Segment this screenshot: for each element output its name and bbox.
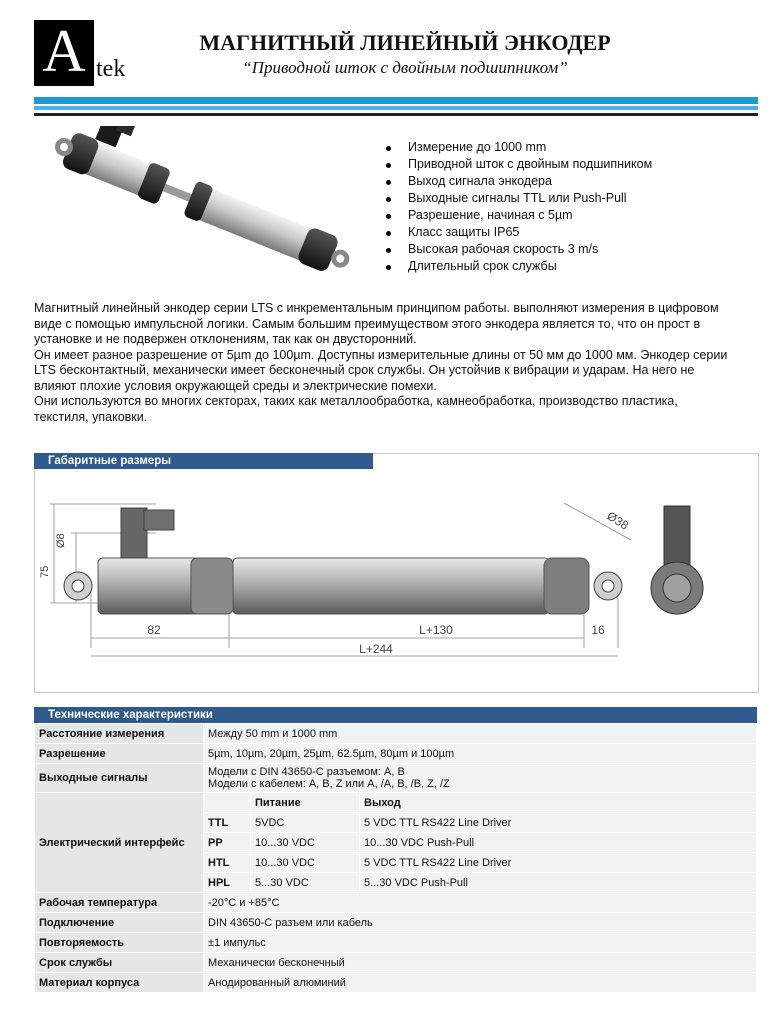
- interface-col-power: Питание: [251, 793, 360, 813]
- interface-output: 5...30 VDC Push-Pull: [360, 873, 757, 893]
- dimensions-header: Габаритные размеры: [34, 453, 373, 469]
- logo-suffix: tek: [96, 56, 126, 82]
- spec-key: Выходные сигналы: [35, 764, 204, 793]
- spec-key: Повторяемость: [35, 933, 204, 953]
- table-row: [35, 764, 757, 793]
- spec-value: 5µm, 10µm, 20µm, 25µm, 62.5µm, 80µm и 100µm: [204, 744, 757, 764]
- spec-value: DIN 43650-C разъем или кабель: [204, 913, 757, 933]
- interface-output: 5 VDC TTL RS422 Line Driver: [360, 813, 757, 833]
- spec-value: Между 50 mm и 1000 mm: [204, 724, 757, 744]
- spec-key: Разрешение: [35, 744, 204, 764]
- dim-shaft-dia: Ø8: [55, 533, 67, 548]
- list-item: Выходные сигналы TTL или Push-Pull: [380, 190, 652, 207]
- interface-col-output: Выход: [360, 793, 757, 813]
- description-paragraph: Он имеет разное разрешение от 5µm до 100µm. Доступны измерительные длины от 50 мм до 1000 мм. Энкодер серии LTS бесконтактный, механически имеет бесконечный срок службы. Он устойчив к вибрации и ударам. На него не влияют плохие условия окружающей среды и электрические помехи.: [34, 347, 728, 393]
- list-item: Выход сигнала энкодера: [380, 173, 652, 190]
- features-list: [380, 139, 652, 275]
- table-row: [35, 744, 757, 764]
- list-item: Приводной шток с двойным подшипником: [380, 156, 652, 173]
- list-item: Длительный срок службы: [380, 258, 652, 275]
- spec-value-line: Модели с кабелем: A, B, Z или A, /A, B, /B, Z, /Z: [208, 778, 450, 790]
- page-subtitle: “Приводной шток с двойным подшипником”: [242, 58, 568, 77]
- description: [34, 301, 734, 425]
- spec-table-wrapper: [34, 707, 757, 993]
- interface-code: PP: [204, 833, 251, 853]
- dim-left-len: 82: [147, 623, 161, 637]
- logo-letter: A: [42, 18, 86, 84]
- spec-key: Электрический интерфейс: [35, 793, 204, 893]
- spec-key: Срок службы: [35, 953, 204, 973]
- spec-value: Анодированный алюминий: [204, 973, 757, 993]
- table-row: [35, 913, 757, 933]
- table-row: [35, 953, 757, 973]
- spec-value: ±1 импульс: [204, 933, 757, 953]
- table-row: [35, 724, 757, 744]
- spec-value: -20°C и +85°C: [204, 893, 757, 913]
- list-item: Высокая рабочая скорость 3 m/s: [380, 241, 652, 258]
- table-row: [35, 933, 757, 953]
- spec-key: Рабочая температура: [35, 893, 204, 913]
- dim-total-len: L+244: [359, 642, 393, 656]
- header-stripe-dark: [34, 113, 758, 116]
- dim-height: 75: [39, 565, 51, 578]
- header-stripe-light: [34, 106, 758, 110]
- interface-output: 5 VDC TTL RS422 Line Driver: [360, 853, 757, 873]
- table-row: [35, 793, 757, 813]
- dim-mid-len: L+130: [419, 623, 453, 637]
- table-row: [35, 893, 757, 913]
- list-item: Класс защиты IP65: [380, 224, 652, 241]
- spec-value: [204, 764, 757, 793]
- dimension-drawing: [36, 478, 756, 688]
- spec-key: Подключение: [35, 913, 204, 933]
- interface-power: 5...30 VDC: [251, 873, 360, 893]
- spec-key: Расстояние измерения: [35, 724, 204, 744]
- spec-header: Технические характеристики: [34, 707, 757, 723]
- interface-output: 10...30 VDC Push-Pull: [360, 833, 757, 853]
- spec-value-line: Модели с DIN 43650-C разъемом: A, B: [208, 766, 405, 778]
- dim-body-dia: Ø38: [604, 508, 632, 533]
- interface-code: HTL: [204, 853, 251, 873]
- spec-key: Материал корпуса: [35, 973, 204, 993]
- interface-power: 5VDC: [251, 813, 360, 833]
- interface-power: 10...30 VDC: [251, 853, 360, 873]
- spec-table: [34, 723, 757, 993]
- description-paragraph: Они используются во многих секторах, таких как металлообработка, камнеобработка, производство пластика, текстиля, упаковки.: [34, 394, 678, 424]
- interface-code: TTL: [204, 813, 251, 833]
- dim-right-len: 16: [591, 623, 605, 637]
- header-stripe-blue: [34, 97, 758, 104]
- table-row: [35, 973, 757, 993]
- spec-value: Механически бесконечный: [204, 953, 757, 973]
- list-item: Разрешение, начиная с 5µm: [380, 207, 652, 224]
- interface-code: HPL: [204, 873, 251, 893]
- product-image: [36, 126, 366, 296]
- list-item: Измерение до 1000 mm: [380, 139, 652, 156]
- interface-power: 10...30 VDC: [251, 833, 360, 853]
- page-title: МАГНИТНЫЙ ЛИНЕЙНЫЙ ЭНКОДЕР: [199, 30, 611, 55]
- description-paragraph: Магнитный линейный энкодер серии LTS с инкрементальным принципом работы. выполняют измерения в цифровом виде с помощью импульсной логики. Самым большим преимуществом этого энкодера является то, что он прост в установке и не подвержен отклонениям, так как он двусторонний.: [34, 301, 719, 346]
